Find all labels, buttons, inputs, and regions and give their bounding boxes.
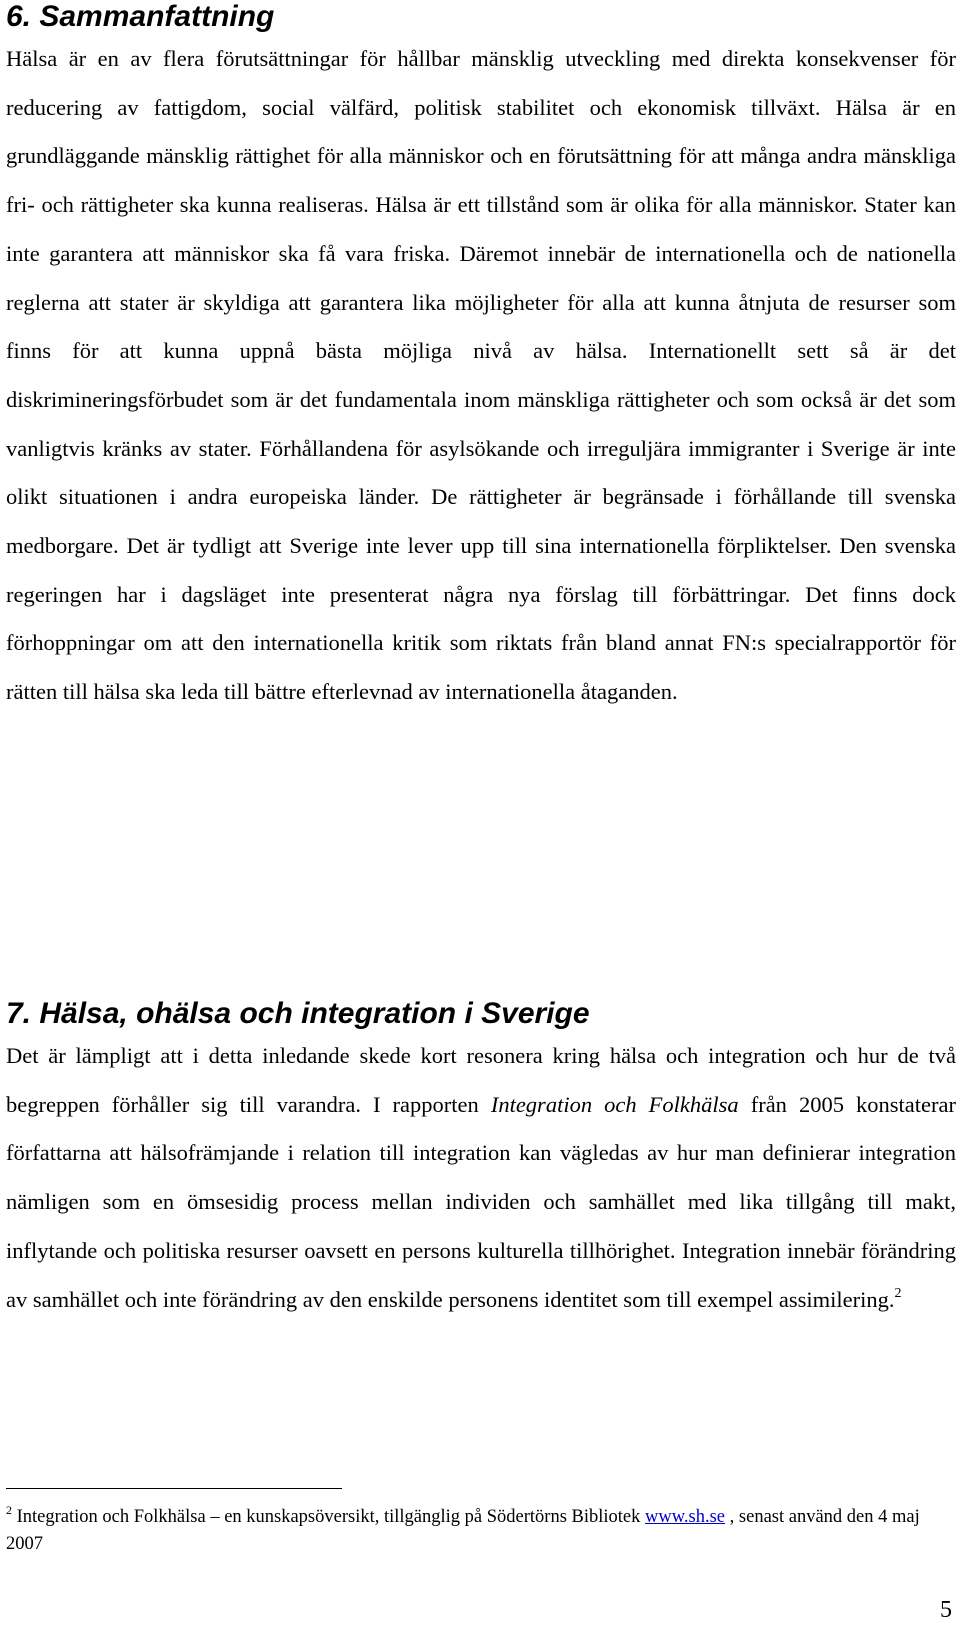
- section-7-paragraph: [6, 1032, 956, 1324]
- footnote-divider: [6, 1488, 342, 1489]
- page-number: 5: [940, 1597, 952, 1623]
- footnote-reference[interactable]: 2: [894, 1285, 902, 1301]
- section-7-paragraph-part2: från 2005 konstaterar författarna att hälsofrämjande i relation till integration kan vägledas av hur man definierar integration nämligen som en ömsesidig process mellan individen och samhället med lika tillgång till makt, inflytande och politiska resurser oavsett en persons kulturella tillhörighet. Integration innebär förändring av samhället och inte förändring av den enskilde personens identitet som till exempel assimilering.: [6, 1091, 956, 1312]
- section-7-heading: 7. Hälsa, ohälsa och integration i Sverige: [6, 997, 590, 1030]
- report-title-italic: Integration och Folkhälsa: [490, 1091, 739, 1117]
- footnote-link[interactable]: www.sh.se: [645, 1507, 726, 1527]
- section-6-heading: 6. Sammanfattning: [6, 0, 275, 33]
- footnote-number: 2: [6, 1503, 12, 1517]
- section-6-paragraph: Hälsa är en av flera förutsättningar för hållbar mänsklig utveckling med direkta konsekvenser för reducering av fattigdom, social välfärd, politisk stabilitet och ekonomisk tillväxt. Hälsa är en grundläggande mänsklig rättighet för alla människor och en förutsättning för att många andra mänskliga fri- och rättigheter ska kunna realiseras. Hälsa är ett tillstånd som är olika för alla människor. Stater kan inte garantera att människor ska få vara friska. Däremot innebär de internationella och de nationella reglerna att stater är skyldiga att garantera lika möjligheter för alla att kunna åtnjuta de resurser som finns för att kunna uppnå bästa möjliga nivå av hälsa. Internationellt sett så är det diskrimineringsförbudet som är det fundamentala inom mänskliga rättigheter och som också är det som vanligtvis kränks av stater. Förhållandena för asylsökande och irreguljära immigranter i Sverige är inte olikt situationen i andra europeiska länder. De rättigheter är begränsade i förhållande till svenska medborgare. Det är tydligt att Sverige inte lever upp till sina internationella förpliktelser. Den svenska regeringen har i dagsläget inte presenterat några nya förslag till förbättringar. Det finns dock förhoppningar om att den internationella kritik som riktats från bland annat FN:s specialrapportör för rätten till hälsa ska leda till bättre efterlevnad av internationella åtaganden.: [6, 46, 956, 705]
- footnote: [6, 1504, 956, 1558]
- footnote-text: Integration och Folkhälsa – en kunskapsöversikt, tillgänglig på Södertörns Bibliotek: [12, 1507, 646, 1527]
- section-7-paragraph-part1: Det är lämpligt att i detta inledande skede kort resonera kring hälsa och integration och hur de två begreppen förhåller sig till varandra. I rapporten: [6, 1043, 956, 1117]
- footnote-text-end: , senast använd den 4 maj 2007: [6, 1507, 920, 1554]
